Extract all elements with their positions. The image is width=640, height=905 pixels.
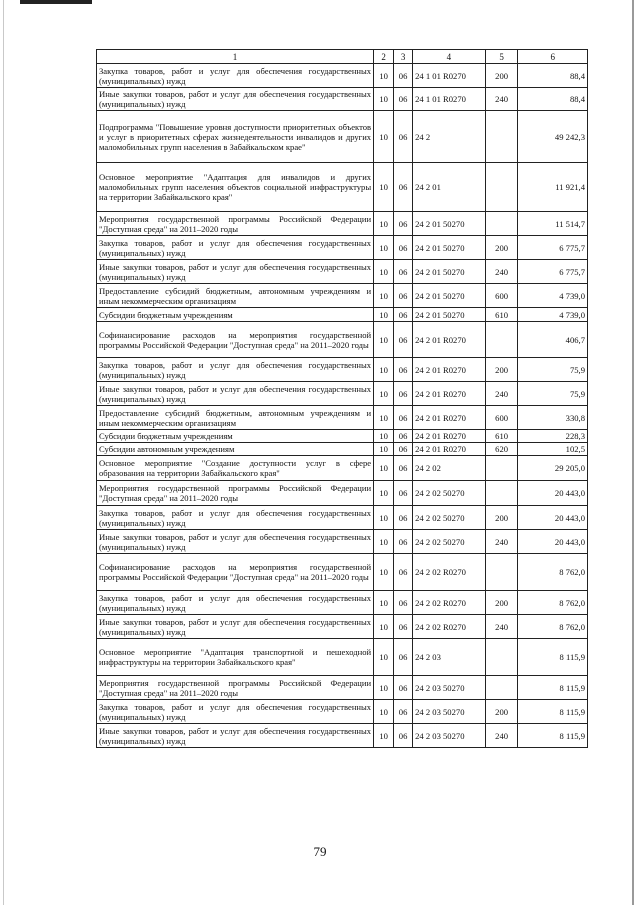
row-target-article-cell: 24 2 03 xyxy=(413,639,486,676)
scan-top-mark xyxy=(20,0,92,4)
row-subsection-cell: 06 xyxy=(394,506,413,530)
row-name-cell: Мероприятия государственной программы Российской Федерации "Доступная среда" на 2011–2020 годы xyxy=(97,481,374,506)
row-subsection-cell: 06 xyxy=(394,430,413,443)
row-target-article-cell: 24 2 01 R0270 xyxy=(413,358,486,382)
row-name-cell: Мероприятия государственной программы Российской Федерации "Доступная среда" на 2011–2020 годы xyxy=(97,676,374,700)
row-target-article-cell: 24 2 01 R0270 xyxy=(413,430,486,443)
row-section-cell: 10 xyxy=(374,111,394,163)
row-expense-type-cell: 200 xyxy=(485,64,518,88)
table-row xyxy=(97,212,588,236)
header-col-4: 4 xyxy=(413,50,486,64)
row-subsection-cell: 06 xyxy=(394,358,413,382)
row-target-article-cell: 24 2 01 50270 xyxy=(413,212,486,236)
row-target-article-cell: 24 2 02 R0270 xyxy=(413,554,486,591)
row-expense-type-cell: 240 xyxy=(485,260,518,284)
table-row xyxy=(97,639,588,676)
table-row xyxy=(97,430,588,443)
row-subsection-cell: 06 xyxy=(394,591,413,615)
scan-edge-left xyxy=(3,0,4,905)
row-subsection-cell: 06 xyxy=(394,554,413,591)
row-target-article-cell: 24 2 01 50270 xyxy=(413,284,486,308)
page-number: 79 xyxy=(313,844,327,859)
row-section-cell: 10 xyxy=(374,406,394,430)
row-amount-cell: 11 921,4 xyxy=(518,163,588,212)
row-expense-type-cell: 240 xyxy=(485,615,518,639)
row-name-cell: Иные закупки товаров, работ и услуг для обеспечения государственных (муниципальных) нужд xyxy=(97,724,374,748)
row-name-cell: Субсидии автономным учреждениям xyxy=(97,443,374,456)
row-expense-type-cell: 610 xyxy=(485,308,518,322)
table-row xyxy=(97,111,588,163)
row-expense-type-cell xyxy=(485,322,518,358)
row-subsection-cell: 06 xyxy=(394,212,413,236)
row-amount-cell: 102,5 xyxy=(518,443,588,456)
header-col-5: 5 xyxy=(485,50,518,64)
table-row xyxy=(97,676,588,700)
table-row xyxy=(97,260,588,284)
row-name-cell: Закупка товаров, работ и услуг для обеспечения государственных (муниципальных) нужд xyxy=(97,358,374,382)
row-section-cell: 10 xyxy=(374,64,394,88)
row-expense-type-cell xyxy=(485,639,518,676)
table-row xyxy=(97,64,588,88)
row-expense-type-cell: 600 xyxy=(485,284,518,308)
row-subsection-cell: 06 xyxy=(394,64,413,88)
row-subsection-cell: 06 xyxy=(394,88,413,111)
row-section-cell: 10 xyxy=(374,506,394,530)
row-expense-type-cell xyxy=(485,111,518,163)
row-target-article-cell: 24 2 01 R0270 xyxy=(413,443,486,456)
table-row xyxy=(97,163,588,212)
row-name-cell: Софинансирование расходов на мероприятия государственной программы Российской Федерации "Доступная среда" на 2011–2020 годы xyxy=(97,554,374,591)
table-body xyxy=(97,64,588,748)
row-name-cell: Иные закупки товаров, работ и услуг для обеспечения государственных (муниципальных) нужд xyxy=(97,615,374,639)
row-name-cell: Закупка товаров, работ и услуг для обеспечения государственных (муниципальных) нужд xyxy=(97,506,374,530)
row-amount-cell: 29 205,0 xyxy=(518,456,588,481)
row-subsection-cell: 06 xyxy=(394,382,413,406)
row-amount-cell: 8 115,9 xyxy=(518,700,588,724)
row-target-article-cell: 24 2 03 50270 xyxy=(413,676,486,700)
row-expense-type-cell: 200 xyxy=(485,591,518,615)
row-amount-cell: 8 762,0 xyxy=(518,615,588,639)
table-row xyxy=(97,88,588,111)
table-row xyxy=(97,236,588,260)
row-amount-cell: 4 739,0 xyxy=(518,308,588,322)
row-target-article-cell: 24 2 02 50270 xyxy=(413,506,486,530)
budget-table xyxy=(96,49,588,748)
table-row xyxy=(97,591,588,615)
row-section-cell: 10 xyxy=(374,358,394,382)
row-target-article-cell: 24 2 01 R0270 xyxy=(413,322,486,358)
row-section-cell: 10 xyxy=(374,322,394,358)
table-row xyxy=(97,700,588,724)
table-row xyxy=(97,443,588,456)
row-amount-cell: 88,4 xyxy=(518,88,588,111)
row-name-cell: Иные закупки товаров, работ и услуг для обеспечения государственных (муниципальных) нужд xyxy=(97,88,374,111)
row-section-cell: 10 xyxy=(374,308,394,322)
row-target-article-cell: 24 2 01 R0270 xyxy=(413,382,486,406)
row-section-cell: 10 xyxy=(374,724,394,748)
row-subsection-cell: 06 xyxy=(394,443,413,456)
row-expense-type-cell: 240 xyxy=(485,724,518,748)
row-target-article-cell: 24 2 02 xyxy=(413,456,486,481)
row-name-cell: Закупка товаров, работ и услуг для обеспечения государственных (муниципальных) нужд xyxy=(97,236,374,260)
row-expense-type-cell xyxy=(485,456,518,481)
row-subsection-cell: 06 xyxy=(394,322,413,358)
row-target-article-cell: 24 2 01 50270 xyxy=(413,236,486,260)
table-row xyxy=(97,308,588,322)
row-section-cell: 10 xyxy=(374,88,394,111)
row-expense-type-cell xyxy=(485,554,518,591)
row-amount-cell: 75,9 xyxy=(518,358,588,382)
row-section-cell: 10 xyxy=(374,481,394,506)
row-section-cell: 10 xyxy=(374,163,394,212)
table-row xyxy=(97,615,588,639)
row-section-cell: 10 xyxy=(374,554,394,591)
table-row xyxy=(97,358,588,382)
row-subsection-cell: 06 xyxy=(394,308,413,322)
row-amount-cell: 8 115,9 xyxy=(518,676,588,700)
row-section-cell: 10 xyxy=(374,456,394,481)
row-expense-type-cell: 240 xyxy=(485,88,518,111)
row-subsection-cell: 06 xyxy=(394,456,413,481)
row-name-cell: Иные закупки товаров, работ и услуг для обеспечения государственных (муниципальных) нужд xyxy=(97,260,374,284)
row-amount-cell: 4 739,0 xyxy=(518,284,588,308)
row-amount-cell: 406,7 xyxy=(518,322,588,358)
row-target-article-cell: 24 2 02 50270 xyxy=(413,481,486,506)
row-section-cell: 10 xyxy=(374,430,394,443)
row-expense-type-cell: 200 xyxy=(485,700,518,724)
table-header-row xyxy=(97,50,588,64)
row-amount-cell: 75,9 xyxy=(518,382,588,406)
row-section-cell: 10 xyxy=(374,700,394,724)
row-amount-cell: 8 115,9 xyxy=(518,639,588,676)
row-amount-cell: 20 443,0 xyxy=(518,506,588,530)
row-name-cell: Субсидии бюджетным учреждениям xyxy=(97,430,374,443)
row-target-article-cell: 24 1 01 R0270 xyxy=(413,88,486,111)
row-expense-type-cell: 200 xyxy=(485,358,518,382)
row-amount-cell: 6 775,7 xyxy=(518,260,588,284)
row-subsection-cell: 06 xyxy=(394,530,413,554)
row-name-cell: Основное мероприятие "Создание доступности услуг в сфере образования на территории Забайкальского края" xyxy=(97,456,374,481)
row-expense-type-cell: 240 xyxy=(485,382,518,406)
row-section-cell: 10 xyxy=(374,236,394,260)
table-row xyxy=(97,481,588,506)
row-target-article-cell: 24 2 02 R0270 xyxy=(413,591,486,615)
row-target-article-cell: 24 2 01 50270 xyxy=(413,260,486,284)
row-name-cell: Предоставление субсидий бюджетным, автономным учреждениям и иным некоммерческим организациям xyxy=(97,284,374,308)
row-target-article-cell: 24 2 01 50270 xyxy=(413,308,486,322)
row-name-cell: Иные закупки товаров, работ и услуг для обеспечения государственных (муниципальных) нужд xyxy=(97,382,374,406)
row-target-article-cell: 24 2 01 xyxy=(413,163,486,212)
row-amount-cell: 88,4 xyxy=(518,64,588,88)
table-row xyxy=(97,406,588,430)
row-target-article-cell: 24 2 03 50270 xyxy=(413,700,486,724)
row-name-cell: Иные закупки товаров, работ и услуг для обеспечения государственных (муниципальных) нужд xyxy=(97,530,374,554)
row-subsection-cell: 06 xyxy=(394,236,413,260)
row-expense-type-cell: 600 xyxy=(485,406,518,430)
row-expense-type-cell: 200 xyxy=(485,236,518,260)
row-expense-type-cell: 200 xyxy=(485,506,518,530)
row-amount-cell: 8 115,9 xyxy=(518,724,588,748)
row-name-cell: Основное мероприятие "Адаптация транспортной и пешеходной инфраструктуры на территории Забайкальского края" xyxy=(97,639,374,676)
scan-edge-right xyxy=(632,0,634,905)
table-row xyxy=(97,530,588,554)
row-subsection-cell: 06 xyxy=(394,639,413,676)
row-target-article-cell: 24 2 xyxy=(413,111,486,163)
row-subsection-cell: 06 xyxy=(394,163,413,212)
row-name-cell: Основное мероприятие "Адаптация для инвалидов и других маломобильных групп населения объектов социальной инфраструктуры на территории Забайкальского края" xyxy=(97,163,374,212)
row-target-article-cell: 24 2 01 R0270 xyxy=(413,406,486,430)
row-section-cell: 10 xyxy=(374,212,394,236)
row-name-cell: Субсидии бюджетным учреждениям xyxy=(97,308,374,322)
table-row xyxy=(97,382,588,406)
row-section-cell: 10 xyxy=(374,284,394,308)
table-row xyxy=(97,506,588,530)
table-row xyxy=(97,724,588,748)
row-section-cell: 10 xyxy=(374,591,394,615)
row-expense-type-cell: 240 xyxy=(485,530,518,554)
row-expense-type-cell xyxy=(485,163,518,212)
row-amount-cell: 8 762,0 xyxy=(518,591,588,615)
header-col-3: 3 xyxy=(394,50,413,64)
table-row xyxy=(97,284,588,308)
row-section-cell: 10 xyxy=(374,639,394,676)
row-amount-cell: 330,8 xyxy=(518,406,588,430)
row-subsection-cell: 06 xyxy=(394,724,413,748)
row-section-cell: 10 xyxy=(374,615,394,639)
header-col-1: 1 xyxy=(97,50,374,64)
row-target-article-cell: 24 2 02 R0270 xyxy=(413,615,486,639)
row-subsection-cell: 06 xyxy=(394,260,413,284)
row-target-article-cell: 24 1 01 R0270 xyxy=(413,64,486,88)
row-name-cell: Подпрограмма "Повышение уровня доступности приоритетных объектов и услуг в приоритетных сферах жизнедеятельности инвалидов и других маломобильных групп населения в Забайкальском крае" xyxy=(97,111,374,163)
row-amount-cell: 8 762,0 xyxy=(518,554,588,591)
row-name-cell: Закупка товаров, работ и услуг для обеспечения государственных (муниципальных) нужд xyxy=(97,591,374,615)
row-amount-cell: 20 443,0 xyxy=(518,481,588,506)
row-name-cell: Софинансирование расходов на мероприятия государственной программы Российской Федерации "Доступная среда" на 2011–2020 годы xyxy=(97,322,374,358)
row-expense-type-cell xyxy=(485,212,518,236)
row-name-cell: Предоставление субсидий бюджетным, автономным учреждениям и иным некоммерческим организациям xyxy=(97,406,374,430)
row-target-article-cell: 24 2 02 50270 xyxy=(413,530,486,554)
header-col-2: 2 xyxy=(374,50,394,64)
table-row xyxy=(97,554,588,591)
row-subsection-cell: 06 xyxy=(394,284,413,308)
row-subsection-cell: 06 xyxy=(394,676,413,700)
row-subsection-cell: 06 xyxy=(394,406,413,430)
row-section-cell: 10 xyxy=(374,530,394,554)
row-name-cell: Закупка товаров, работ и услуг для обеспечения государственных (муниципальных) нужд xyxy=(97,700,374,724)
row-amount-cell: 49 242,3 xyxy=(518,111,588,163)
row-expense-type-cell: 610 xyxy=(485,430,518,443)
row-name-cell: Мероприятия государственной программы Российской Федерации "Доступная среда" на 2011–2020 годы xyxy=(97,212,374,236)
row-target-article-cell: 24 2 03 50270 xyxy=(413,724,486,748)
row-expense-type-cell xyxy=(485,676,518,700)
table-row xyxy=(97,456,588,481)
header-col-6: 6 xyxy=(518,50,588,64)
row-section-cell: 10 xyxy=(374,676,394,700)
row-subsection-cell: 06 xyxy=(394,111,413,163)
row-subsection-cell: 06 xyxy=(394,481,413,506)
row-amount-cell: 228,3 xyxy=(518,430,588,443)
row-amount-cell: 6 775,7 xyxy=(518,236,588,260)
table-row xyxy=(97,322,588,358)
row-subsection-cell: 06 xyxy=(394,700,413,724)
row-expense-type-cell xyxy=(485,481,518,506)
row-subsection-cell: 06 xyxy=(394,615,413,639)
row-section-cell: 10 xyxy=(374,443,394,456)
row-amount-cell: 11 514,7 xyxy=(518,212,588,236)
row-expense-type-cell: 620 xyxy=(485,443,518,456)
row-section-cell: 10 xyxy=(374,260,394,284)
row-section-cell: 10 xyxy=(374,382,394,406)
row-name-cell: Закупка товаров, работ и услуг для обеспечения государственных (муниципальных) нужд xyxy=(97,64,374,88)
row-amount-cell: 20 443,0 xyxy=(518,530,588,554)
